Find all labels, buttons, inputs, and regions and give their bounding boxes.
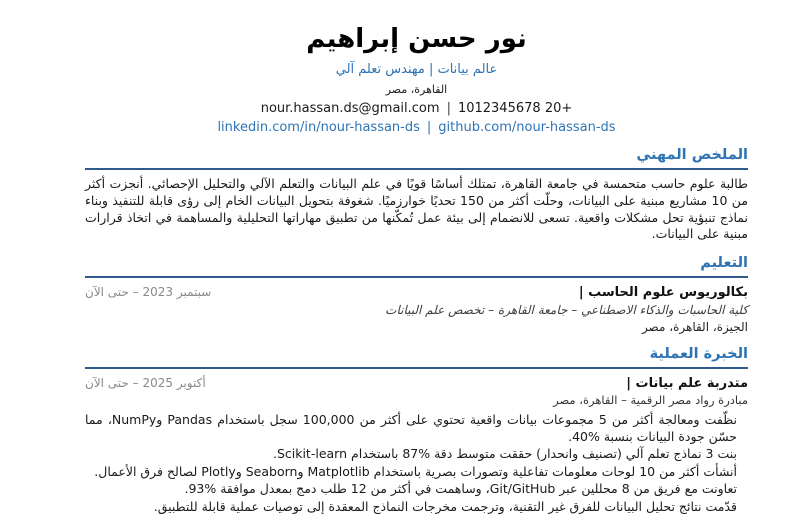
experience-bullet-item: تعاونت مع فريق من 8 محللين عبر Git/GitHub، وساهمت في أكثر من 12 طلب دمج بمعدل موافقة %93. bbox=[184, 481, 737, 497]
resume-header bbox=[85, 24, 748, 135]
experience-bullets bbox=[85, 412, 748, 515]
contact-separator: | bbox=[446, 101, 451, 117]
phone-number: +20 1012345678 bbox=[457, 101, 573, 117]
degree-title: بكالوريوس علوم الحاسب | bbox=[578, 284, 748, 300]
professional-title: عالم بيانات | مهندس تعلم آلي bbox=[335, 62, 498, 78]
experience-bullet-item: أنشأت أكثر من 10 لوحات معلومات تفاعلية وتصورات بصرية باستخدام Matplotlib وSeaborn وPlotly لصالح فرق الأعمال. bbox=[94, 463, 737, 479]
experience-entry-row bbox=[85, 376, 748, 391]
links-separator: | bbox=[426, 120, 432, 136]
education-location: الجيزة، القاهرة، مصر bbox=[641, 319, 748, 334]
experience-bullet-item: نظّفت ومعالجة أكثر من 5 مجموعات بيانات واقعية تحتوي على أكثر من 100,000 سجل باستخدام Pandas وNumPy، مما حسّن جودة البيانات بنسبة %40. bbox=[85, 412, 737, 444]
email-address: nour.hassan.ds@gmail.com bbox=[260, 101, 440, 117]
job-title: متدربة علم بيانات | bbox=[626, 376, 748, 392]
candidate-name: نور حسن إبراهيم bbox=[306, 24, 527, 54]
experience-bullet-item: قدّمت نتائج تحليل البيانات للفرق غير التقنية، وترجمت مخرجات النماذج المعقدة إلى توصيات عملية قابلة للتطبيق. bbox=[153, 498, 737, 514]
experience-section bbox=[85, 345, 748, 515]
contact-line bbox=[85, 101, 748, 116]
summary-section bbox=[85, 146, 748, 243]
summary-text: طالبة علوم حاسب متحمسة في جامعة القاهرة، تمتلك أساسًا قويًا في علم البيانات والتعلم الآلي والتحليل الإحصائي. أنجزت أكثر من 10 مشاريع مبنية على البيانات، وحلّت أكثر من 150 تحديًا خوارزميًا. شغوفة بتحويل البيانات الخام إلى رؤى قابلة للتنفيذ وبناء نماذج تنبؤية تحل مشكلات واقعية. تسعى للانضمام إلى بيئة عمل تُمكّنها من تطبيق مهاراتها التحليلية والمساهمة في اتخاذ قرارات مبنية على البيانات. bbox=[85, 176, 749, 242]
company-line: مبادرة رواد مصر الرقمية – القاهرة، مصر bbox=[553, 393, 748, 408]
experience-bullet-item: بنت 3 نماذج تعلم آلي (تصنيف وانحدار) حققت متوسط دقة %87 باستخدام Scikit-learn. bbox=[272, 446, 737, 462]
education-dates: سبتمبر 2023 – حتى الآن bbox=[85, 284, 212, 299]
experience-dates: أكتوبر 2025 – حتى الآن bbox=[85, 376, 206, 391]
education-entry-row bbox=[85, 285, 748, 300]
summary-heading: الملخص المهني bbox=[85, 146, 748, 170]
education-section bbox=[85, 254, 748, 334]
links-line bbox=[85, 120, 748, 135]
experience-heading: الخبرة العملية bbox=[85, 345, 748, 369]
location-text: القاهرة، مصر bbox=[385, 83, 448, 97]
linkedin-link[interactable]: linkedin.com/in/nour-hassan-ds bbox=[217, 120, 420, 136]
faculty-line: كلية الحاسبات والذكاء الاصطناعي – جامعة القاهرة – تخصص علم البيانات bbox=[385, 302, 748, 317]
github-link[interactable]: github.com/nour-hassan-ds bbox=[438, 120, 616, 136]
education-heading: التعليم bbox=[85, 254, 748, 278]
